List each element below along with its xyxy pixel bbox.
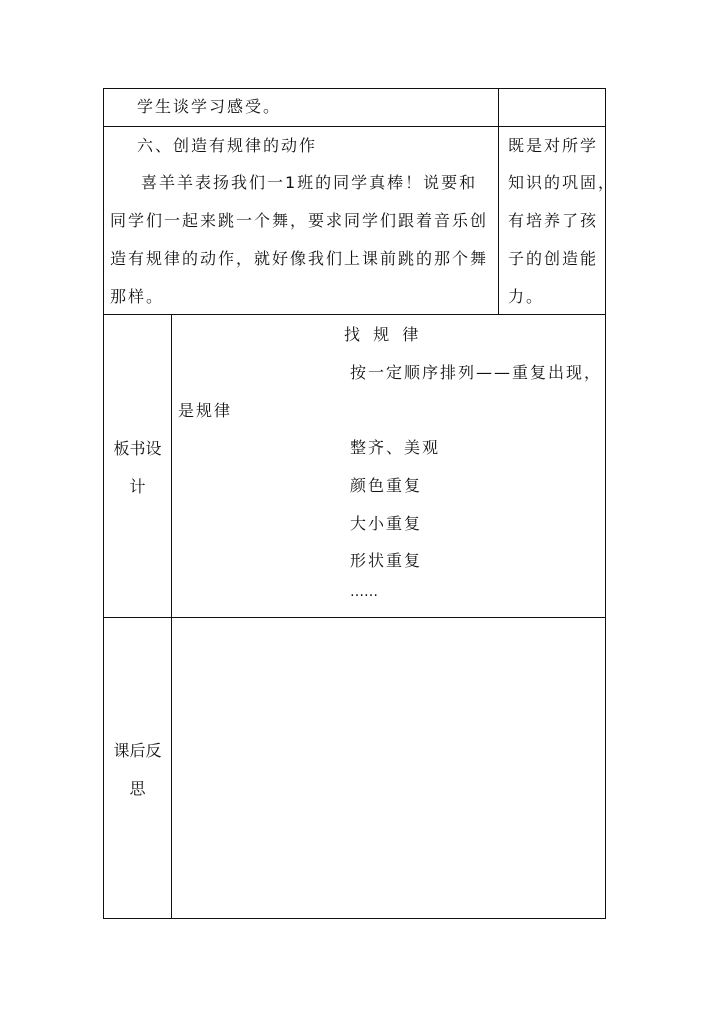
- row1-main-text: 学生谈学习感受。: [137, 97, 282, 116]
- board-design-title: 找 规 律: [344, 325, 420, 344]
- side-note-line-3: 有培养了孩: [508, 211, 599, 230]
- side-note-line-2: 知识的巩固，: [508, 173, 617, 192]
- side-note-line-1: 既是对所学: [508, 136, 599, 155]
- reflection-content-cell: [172, 618, 605, 918]
- paragraph-line-3: 造有规律的动作，就好像我们上课前跳的那个舞: [110, 249, 489, 268]
- board-design-item-3: 大小重复: [350, 514, 423, 533]
- side-note-line-5: 力。: [508, 287, 545, 306]
- board-design-rule-line-2: 是规律: [178, 401, 233, 420]
- row1-side-cell: [499, 89, 605, 126]
- board-design-label-line-2: 计: [129, 477, 146, 496]
- paragraph-line-4: 那样。: [110, 287, 165, 306]
- paragraph-line-1: 喜羊羊表扬我们一1班的同学真棒！说要和: [141, 173, 478, 192]
- board-design-label-line-1: 板书设: [113, 439, 162, 458]
- row1-main-cell: [104, 89, 498, 126]
- paragraph-line-2: 同学们一起来跳一个舞，要求同学们跟着音乐创: [110, 211, 489, 230]
- reflection-label-line-1: 课后反: [113, 741, 162, 760]
- row2-side-cell: [499, 127, 617, 314]
- board-design-item-2: 颜色重复: [350, 476, 423, 495]
- reflection-label-cell: [104, 618, 171, 918]
- board-design-item-5: ……: [350, 584, 378, 600]
- reflection-label-line-2: 思: [129, 779, 146, 798]
- board-design-content-cell: [172, 315, 605, 617]
- board-design-rule-line-1: 按一定顺序排列——重复出现，: [350, 363, 603, 382]
- table-border-right: [605, 88, 606, 919]
- section-heading: 六、创造有规律的动作: [137, 136, 318, 155]
- board-design-label-cell: [104, 315, 171, 617]
- table-border-bottom: [103, 918, 606, 919]
- side-note-line-4: 子的创造能: [508, 249, 599, 268]
- board-design-item-4: 形状重复: [350, 551, 423, 570]
- row2-main-cell: [104, 127, 498, 314]
- board-design-item-1: 整齐、美观: [350, 438, 441, 457]
